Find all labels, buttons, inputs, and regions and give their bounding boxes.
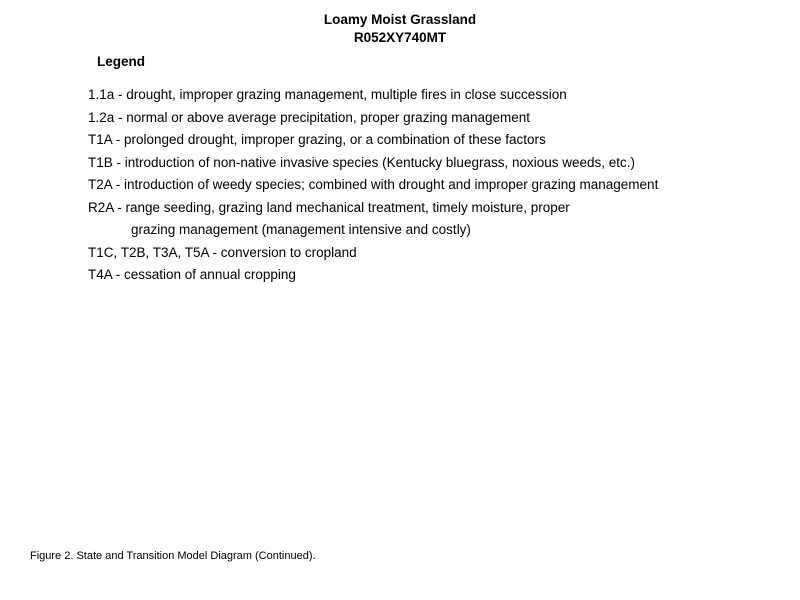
legend-item-conversion: T1C, T2B, T3A, T5A - conversion to cropland — [88, 244, 357, 260]
legend-item-t1b: T1B - introduction of non-native invasive species (Kentucky bluegrass, noxious weeds, etc.) — [88, 154, 636, 170]
legend-heading: Legend — [97, 54, 146, 69]
legend-item-t1a: T1A - prolonged drought, improper grazing, or a combination of these factors — [88, 132, 546, 147]
legend-item-t2a: T2A - introduction of weedy species; combined with drought and improper grazing management — [88, 177, 659, 192]
legend-item-1-2a: 1.2a - normal or above average precipitation, proper grazing management — [88, 109, 531, 125]
legend-item-r2a-continued: grazing management (management intensive and costly) — [131, 222, 471, 237]
title-code: R052XY740MT — [353, 30, 447, 45]
legend-item-1-1a: 1.1a - drought, improper grazing management, multiple fires in close succession — [88, 87, 567, 102]
title-name: Loamy Moist Grassland — [323, 12, 477, 27]
figure-caption: Figure 2. State and Transition Model Diagram (Continued). — [30, 550, 316, 562]
legend-list — [88, 84, 788, 287]
legend-item-t4a: T4A - cessation of annual cropping — [88, 267, 296, 282]
legend-item-r2a: R2A - range seeding, grazing land mechanical treatment, timely moisture, proper — [88, 199, 570, 215]
page-title — [0, 11, 800, 47]
